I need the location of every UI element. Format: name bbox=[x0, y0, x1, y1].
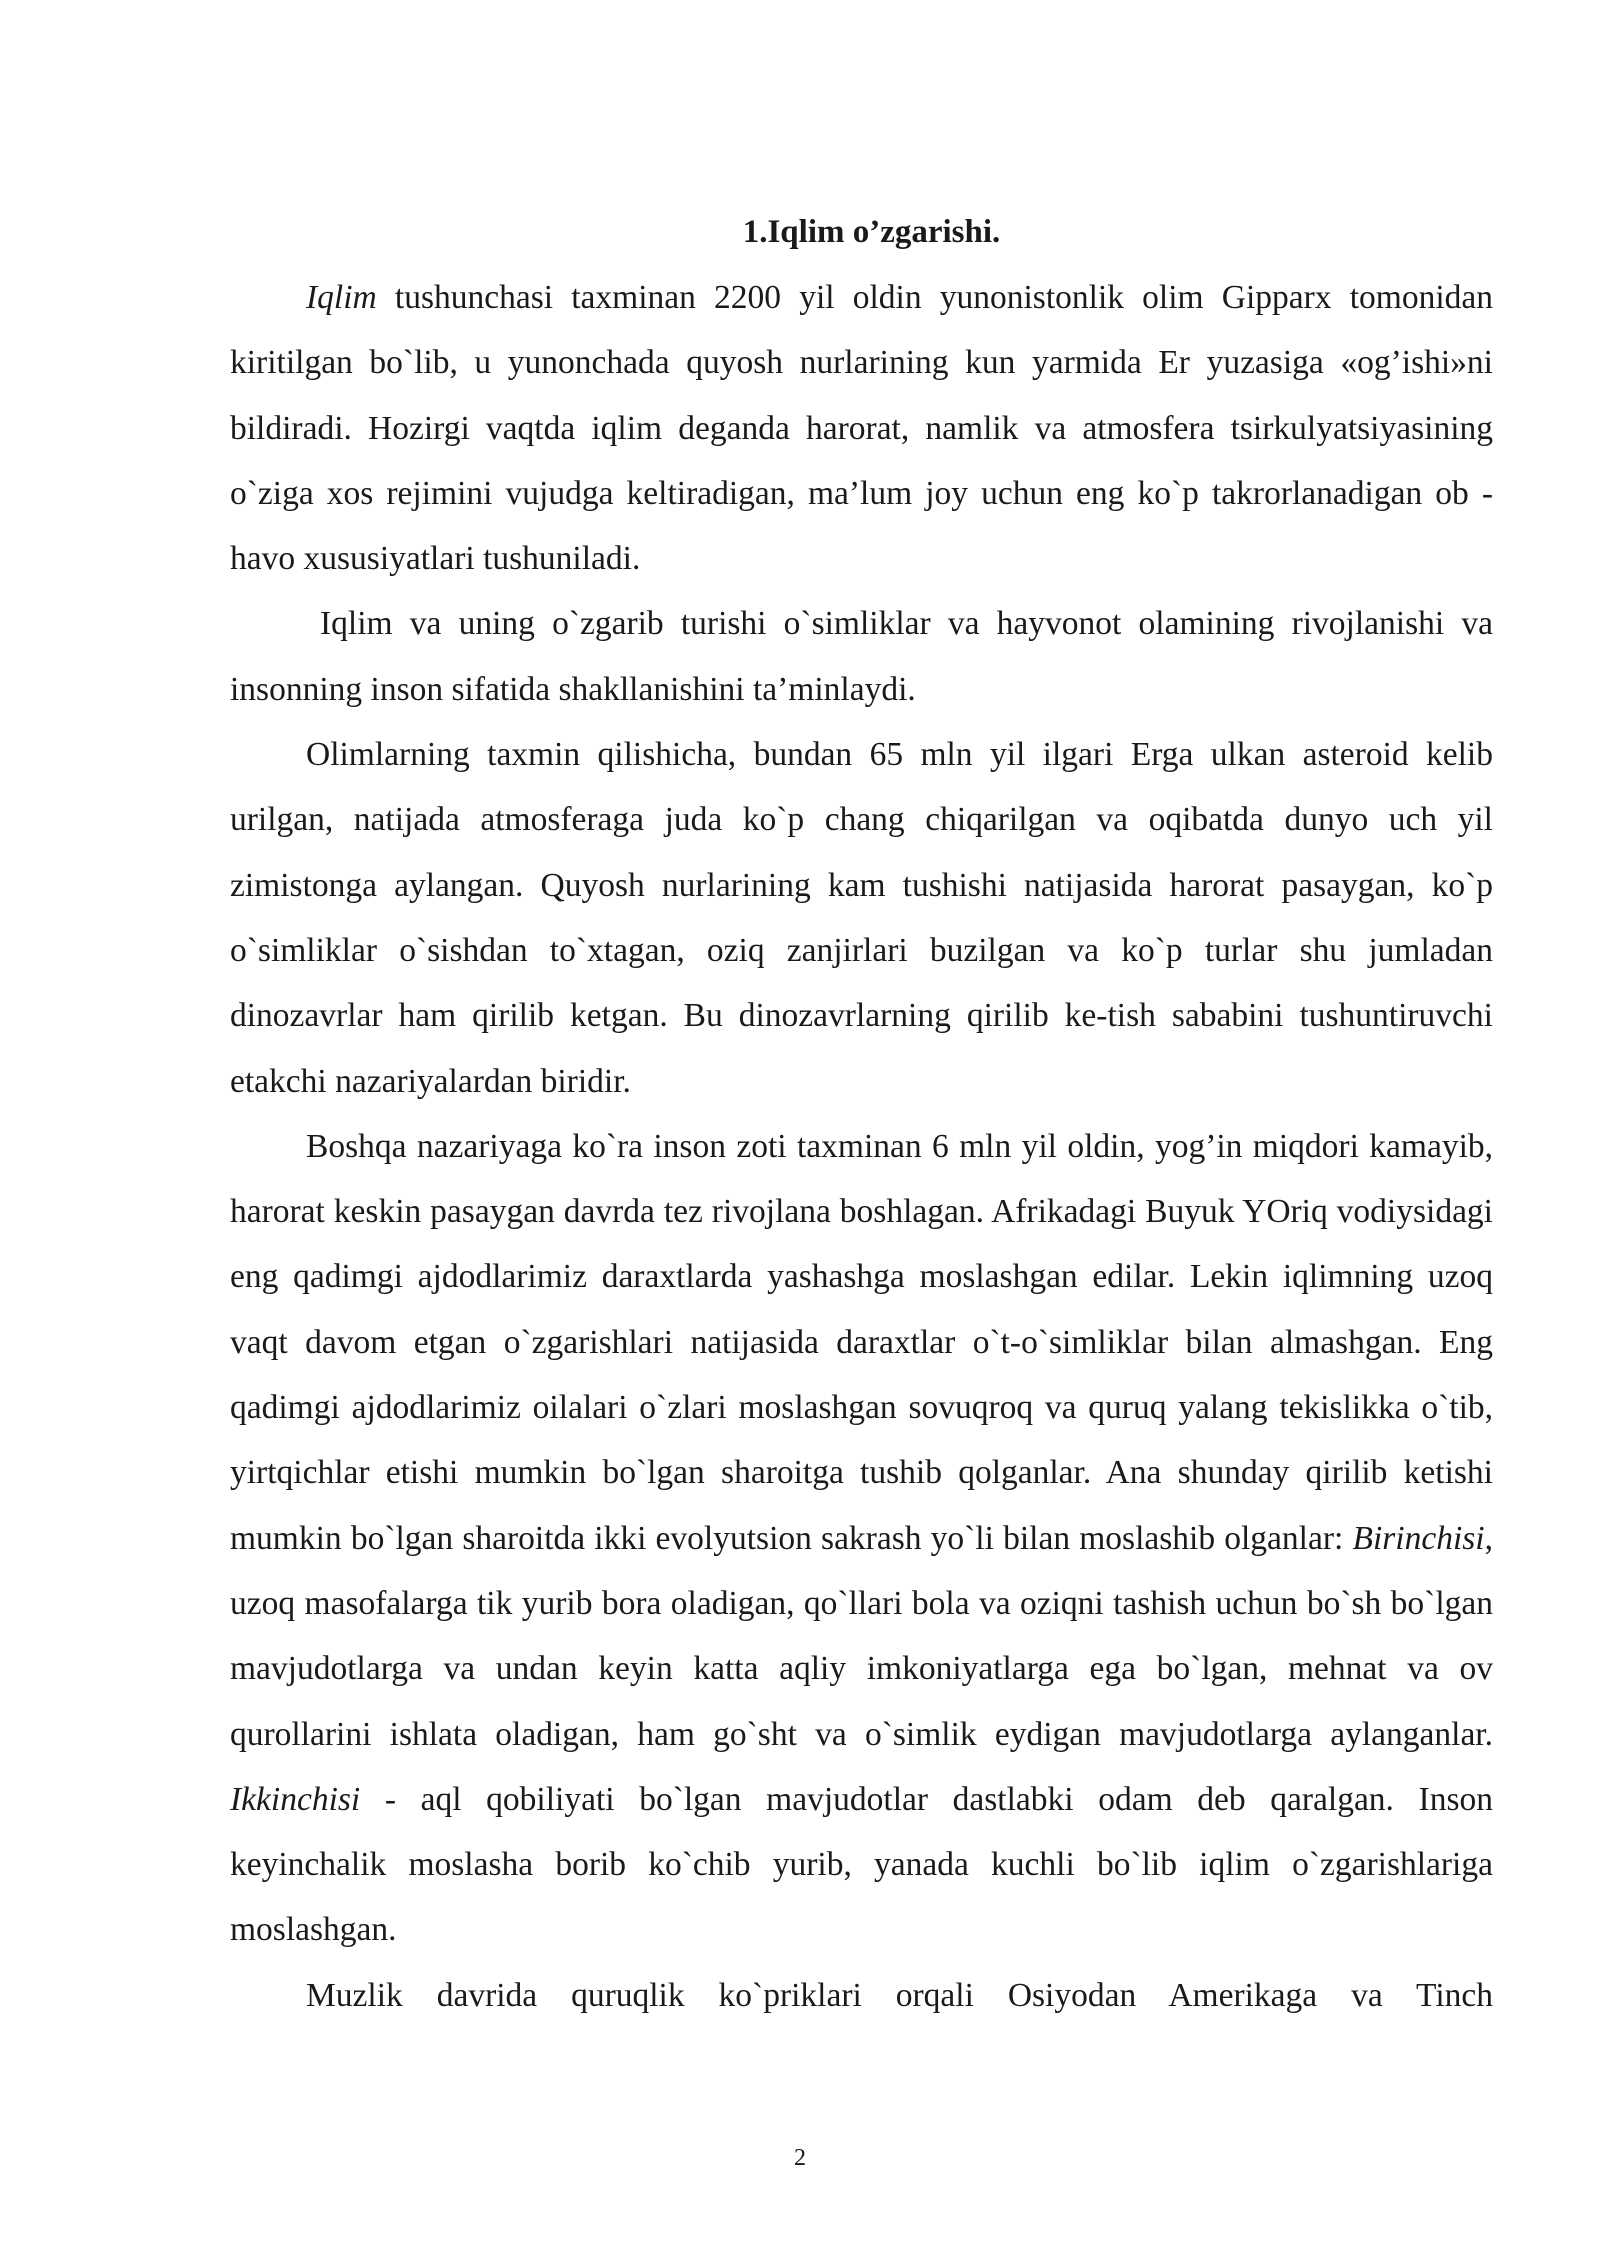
paragraph-1-term: Iqlim bbox=[306, 279, 377, 316]
paragraph-3: Olimlarning taxmin qilishicha, bundan 65 mln yil ilgari Erga ulkan asteroid kelib urilgan, natijada atmosferaga juda ko`p chang chiqarilgan va oqibatda dunyo uch yil zimistonga aylangan. Quyosh nurlarining kam tushishi natijasida harorat pasaygan, ko`p o`simliklar o`sishdan to`xtagan, oziq zanjirlari buzilgan va ko`p turlar shu jumladan dinozavrlar ham qirilib ketgan. Bu dinozavrlarning qirilib ke-tish sababini tushuntiruvchi etakchi nazariyalardan biridir. bbox=[230, 736, 1493, 1100]
document-page bbox=[230, 200, 1493, 2028]
paragraph-4-part3: - aql qobiliyati bo`lgan mavjudotlar dastlabki odam deb qaralgan. Inson keyinchalik moslasha borib ko`chib yurib, yanada kuchli bo`lib iqlim o`zgarishlariga moslashgan. bbox=[230, 1780, 1493, 1949]
paragraph-4-part2: , uzoq masofalarga tik yurib bora oladigan, qo`llari bola va oziqni tashish uchun bo`sh bo`lgan mavjudotlarga va undan keyin katta aqliy imkoniyatlarga ega bo`lgan, mehnat va ov qurollarini ishlata oladigan, ham go`sht va o`simlik eydigan mavjudotlarga aylanganlar. bbox=[230, 1519, 1493, 1753]
paragraph-4 bbox=[230, 1114, 1493, 1963]
page-number: 2 bbox=[794, 2145, 806, 2171]
paragraph-4-term2: Ikkinchisi bbox=[230, 1780, 361, 1818]
paragraph-1-text: tushunchasi taxminan 2200 yil oldin yunonistonlik olim Gipparx tomonidan kiritilgan bo`lib, u yunonchada quyosh nurlarining kun yarmida Er yuzasiga «og’ishi»ni bildiradi. Hozirgi vaqtda iqlim deganda harorat, namlik va atmosfera tsirkulyatsiyasining o`ziga xos rejimini vujudga keltiradigan, ma’lum joy uchun eng ko`p takrorlanadigan ob - havo xususiyatlari tushuniladi. bbox=[230, 279, 1493, 578]
paragraph-1 bbox=[230, 265, 1493, 591]
paragraph-5: Muzlik davrida quruqlik ko`priklari orqali Osiyodan Amerikaga va Tinch bbox=[306, 1976, 1493, 2014]
paragraph-2: Iqlim va uning o`zgarib turishi o`simliklar va hayvonot olamining rivojlanishi va insonning inson sifatida shakllanishini ta’minlaydi. bbox=[230, 605, 1493, 708]
paragraph-4-term1: Birinchisi bbox=[1352, 1519, 1485, 1557]
paragraph-4-part1: Boshqa nazariyaga ko`ra inson zoti taxminan 6 mln yil oldin, yog’in miqdori kamayib, harorat keskin pasaygan davrda tez rivojlana boshlagan. Afrikadagi Buyuk YOriq vodiysidagi eng qadimgi ajdodlarimiz daraxtlarda yashashga moslashgan edilar. Lekin iqlimning uzoq vaqt davom etgan o`zgarishlari natijasida daraxtlar o`t-o`simliklar bilan almashgan. Eng qadimgi ajdodlarimiz oilalari o`zlari moslashgan sovuqroq va quruq yalang tekislikka o`tib, yirtqichlar etishi mumkin bo`lgan sharoitga tushib qolganlar. Ana shunday qirilib ketishi mumkin bo`lgan sharoitda ikki evolyutsion sakrash yo`li bilan moslashib olganlar: bbox=[230, 1127, 1493, 1557]
section-heading: 1.Iqlim o’zgarishi. bbox=[742, 214, 1001, 250]
